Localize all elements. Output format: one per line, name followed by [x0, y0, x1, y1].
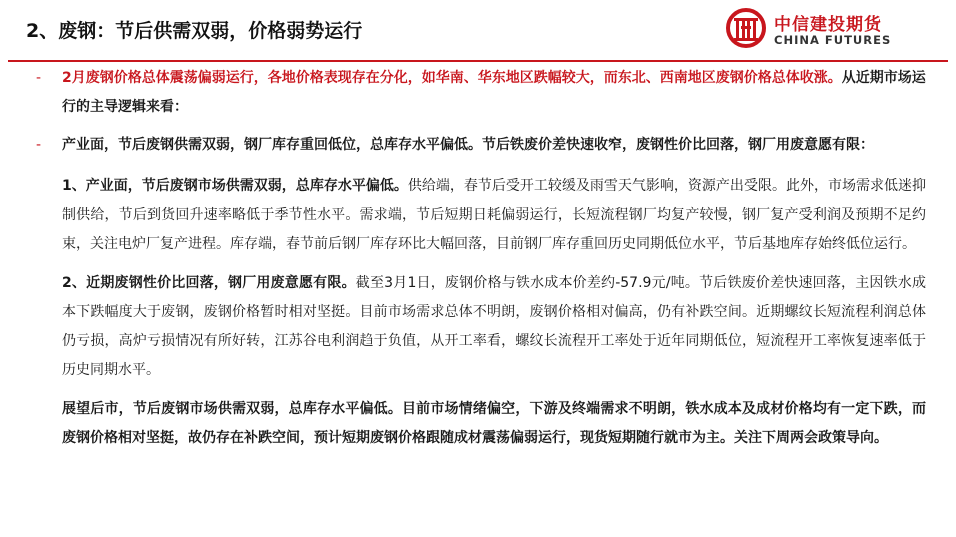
- citic-logo-icon: [726, 8, 766, 48]
- bullet-dash: -: [36, 137, 42, 153]
- header-divider: [8, 60, 948, 62]
- page-title: 2、废钢：节后供需双弱，价格弱势运行: [26, 20, 363, 42]
- paragraph-body: 截至3月1日，废钢价格与铁水成本价差约-57.9元/吨。节后铁废价差快速回落，主因铁水成本下跌幅度大于废钢，废钢价格暂时相对坚挺。目前市场需求总体不明朗，废钢价格相对偏高，仍有补跌空间。近期螺纹长短流程利润总体仍亏损，高炉亏损情况有所好转，江苏谷电利润趋于负值，从开工率看，螺纹长流程开工率处于近年同期低位，短流程开工率恢复速率低于历史同期水平。: [62, 275, 926, 378]
- paragraph-lead: 2、近期废钢性价比回落，钢厂用废意愿有限。: [62, 275, 356, 291]
- main-content: [26, 64, 926, 453]
- bullet-dash: -: [36, 70, 42, 86]
- bullet-industry: [26, 131, 926, 160]
- logo-english-name: CHINA FUTURES: [774, 33, 892, 47]
- bullet-text: 从近期市场运行的主导逻辑来看：: [62, 70, 926, 115]
- logo-chinese-name: 中信建投期货: [774, 15, 882, 35]
- paragraph-body: 展望后市，节后废钢市场供需双弱，总库存水平偏低。目前市场情绪偏空，下游及终端需求不明朗，铁水成本及成材价格均有一定下跌，而废钢价格相对坚挺，故仍存在补跌空间，预计短期废钢价格跟随成材震荡偏弱运行，现货短期随行就市为主。关注下周两会政策导向。: [62, 401, 926, 446]
- paragraph-supply-demand: [26, 172, 926, 259]
- bullet-text: 产业面，节后废钢供需双弱，钢厂库存重回低位，总库存水平偏低。节后铁废价差快速收窄，废钢性价比回落，钢厂用废意愿有限：: [62, 137, 874, 153]
- company-logo: [726, 8, 896, 50]
- paragraph-cost-ratio: [26, 269, 926, 385]
- bullet-summary: [26, 64, 926, 122]
- paragraph-outlook: [26, 395, 926, 453]
- header: [0, 0, 956, 62]
- bullet-highlight-text: 2月废钢价格总体震荡偏弱运行，各地价格表现存在分化，如华南、华东地区跌幅较大，而东北、西南地区废钢价格总体收涨。: [62, 70, 842, 86]
- paragraph-body: 供给端，春节后受开工较缓及雨雪天气影响，资源产出受限。此外，市场需求低迷抑制供给，节后到货回升速率略低于季节性水平。需求端，节后短期日耗偏弱运行，长短流程钢厂均复产较慢，钢厂复产受利润及预期不足约束，关注电炉厂复产进程。库存端，春节前后钢厂库存环比大幅回落，目前钢厂库存重回历史同期低位水平，节后基地库存始终低位运行。: [62, 178, 926, 252]
- paragraph-lead: 1、产业面，节后废钢市场供需双弱，总库存水平偏低。: [62, 178, 408, 194]
